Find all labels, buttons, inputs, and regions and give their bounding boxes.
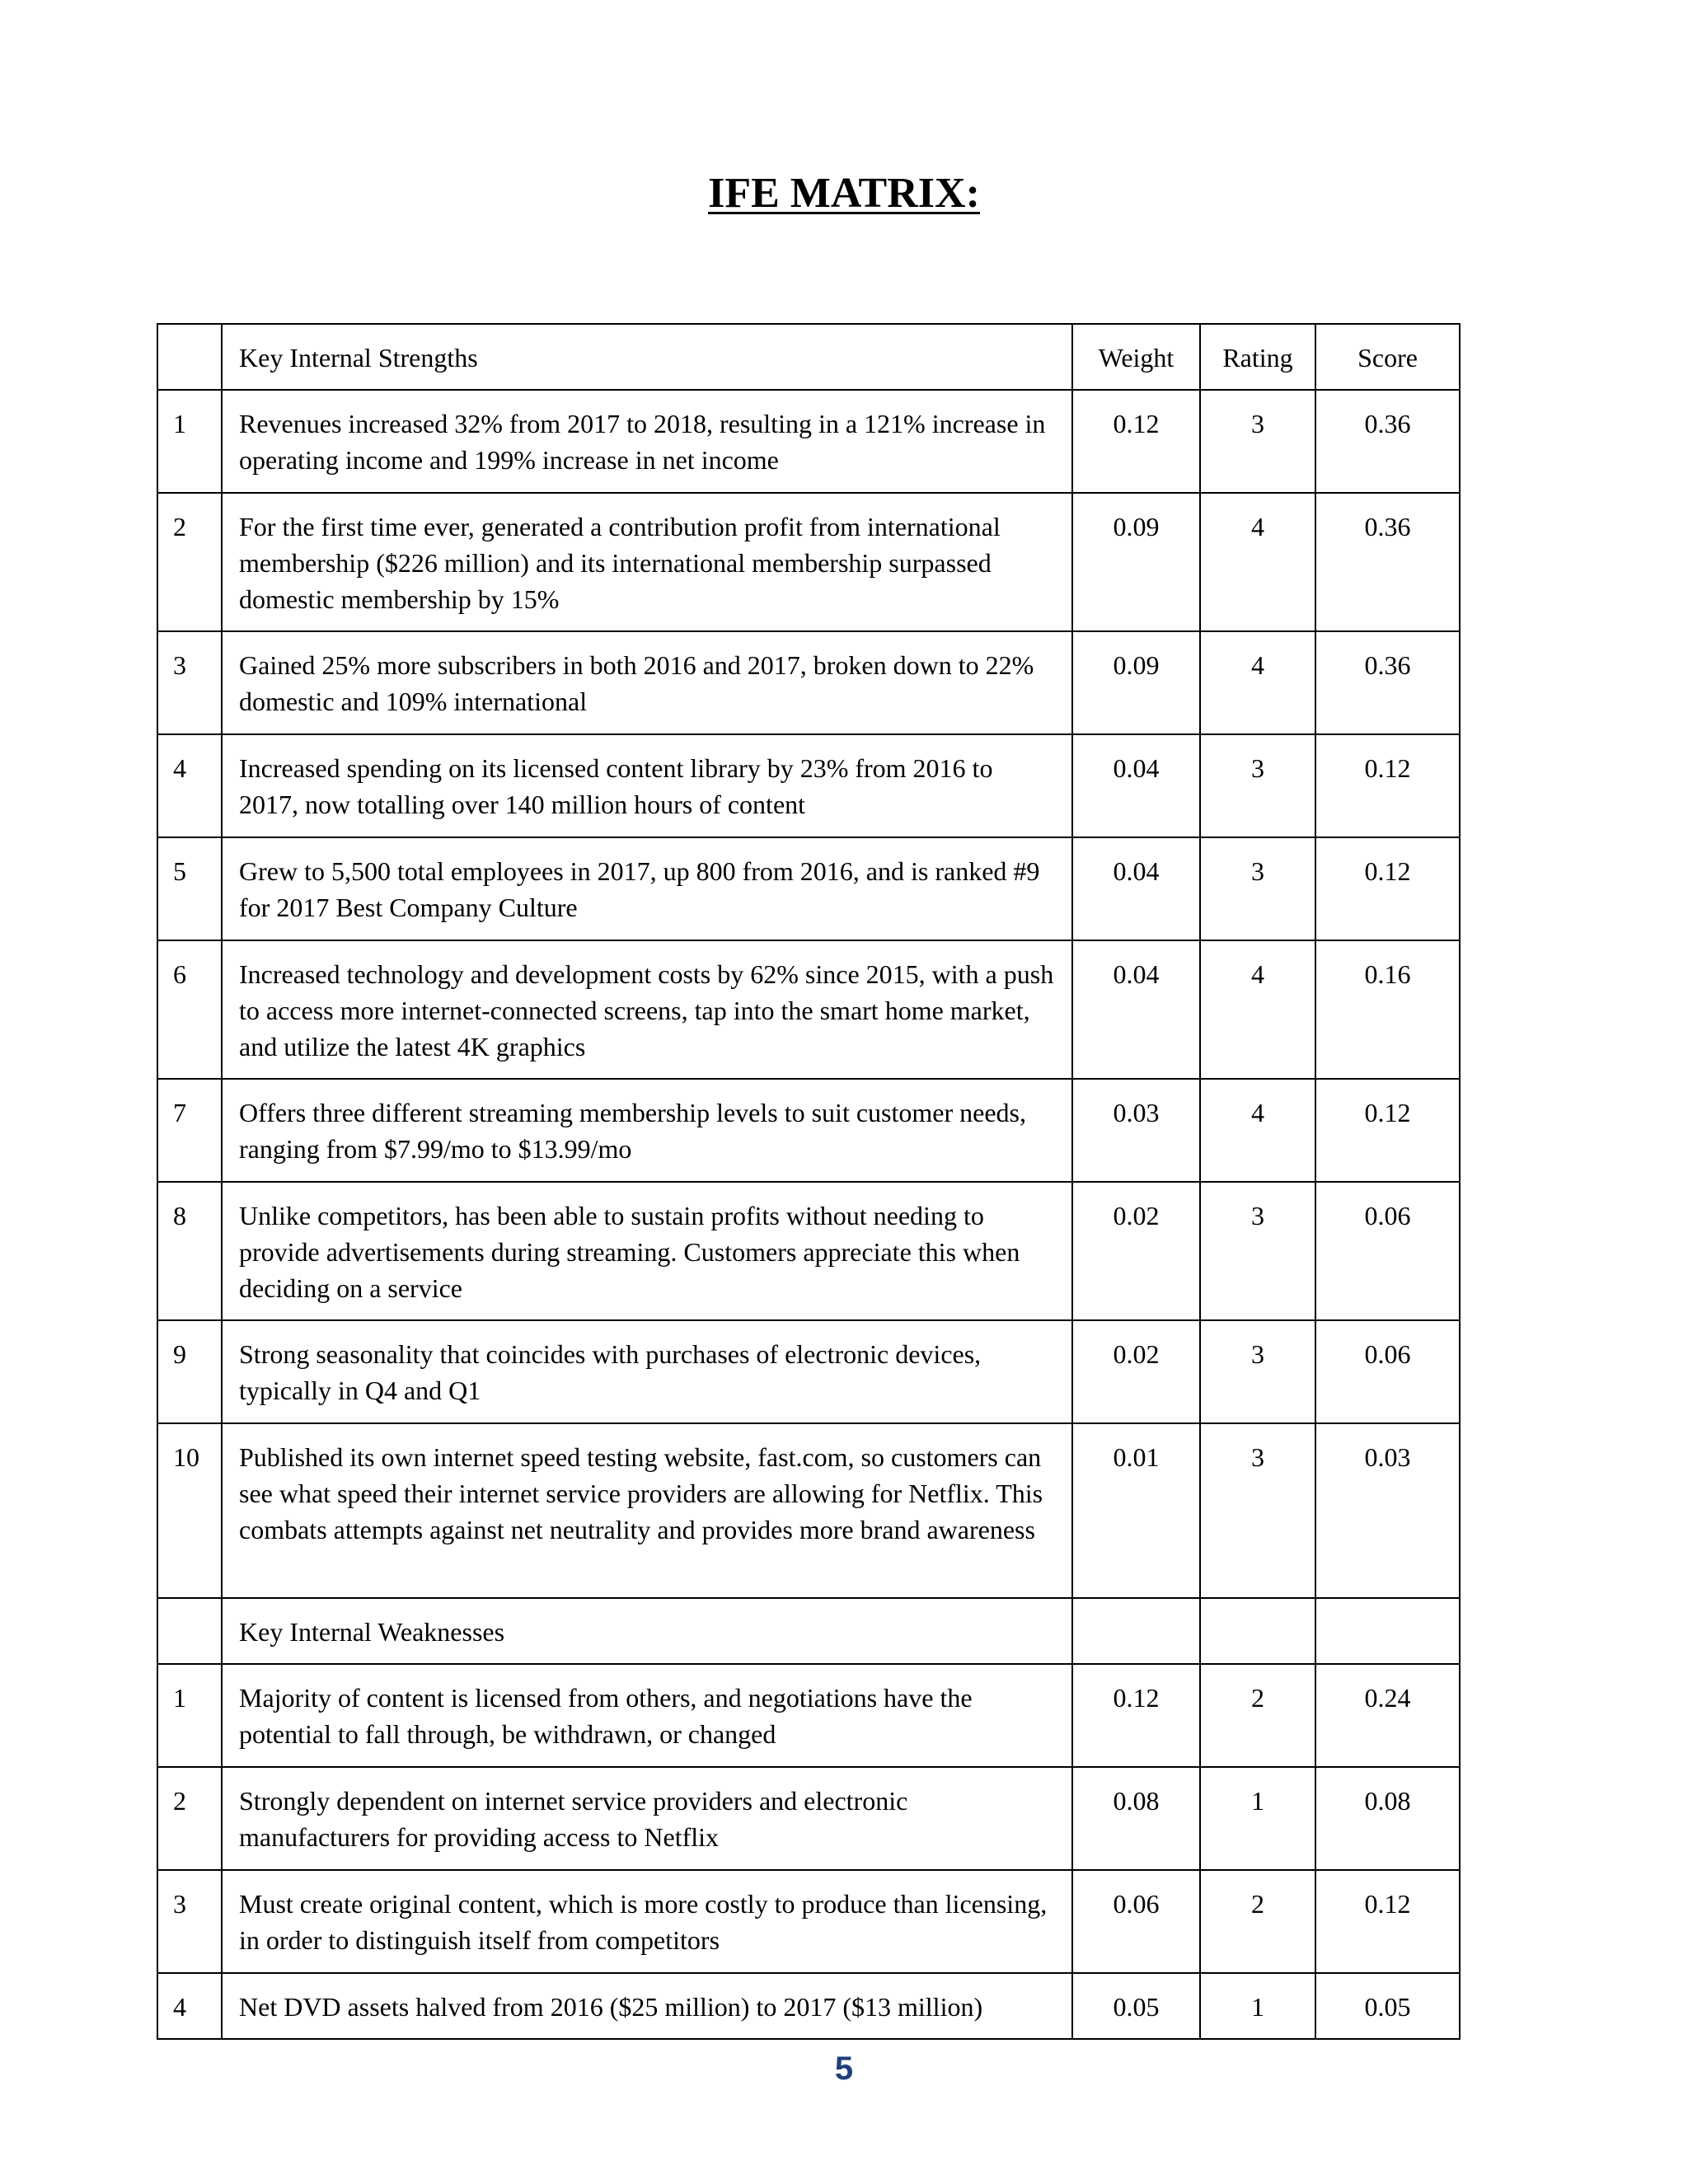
row-description: Published its own internet speed testing website, fast.com, so customers can see what speed their internet service providers are allowing for Netflix. This combats attempts against net neutrality and provides more brand awareness bbox=[222, 1423, 1072, 1598]
header-num-cell bbox=[157, 1598, 222, 1664]
row-description: For the first time ever, generated a contribution profit from international membership ($226 million) and its international membership surpassed domestic membership by 15% bbox=[222, 493, 1072, 631]
table-row bbox=[157, 1973, 1460, 2039]
row-number: 7 bbox=[157, 1079, 222, 1182]
header-key-internal-strengths: Key Internal Strengths bbox=[222, 324, 1072, 390]
row-description: Increased spending on its licensed content library by 23% from 2016 to 2017, now totalling over 140 million hours of content bbox=[222, 734, 1072, 837]
row-number: 2 bbox=[157, 493, 222, 631]
row-score: 0.05 bbox=[1315, 1973, 1460, 2039]
row-weight: 0.06 bbox=[1072, 1870, 1200, 1973]
table-row bbox=[157, 1079, 1460, 1182]
row-score: 0.12 bbox=[1315, 1870, 1460, 1973]
row-weight: 0.08 bbox=[1072, 1767, 1200, 1870]
weaknesses-header-row bbox=[157, 1598, 1460, 1664]
row-number: 3 bbox=[157, 1870, 222, 1973]
row-score: 0.12 bbox=[1315, 837, 1460, 940]
table-row bbox=[157, 1664, 1460, 1767]
row-description: Revenues increased 32% from 2017 to 2018, resulting in a 121% increase in operating income and 199% increase in net income bbox=[222, 390, 1072, 493]
row-score: 0.03 bbox=[1315, 1423, 1460, 1598]
table-row bbox=[157, 493, 1460, 631]
row-score: 0.36 bbox=[1315, 631, 1460, 734]
table-row bbox=[157, 940, 1460, 1079]
row-number: 10 bbox=[157, 1423, 222, 1598]
table-row bbox=[157, 837, 1460, 940]
row-weight: 0.09 bbox=[1072, 493, 1200, 631]
row-rating: 1 bbox=[1200, 1973, 1315, 2039]
empty-cell bbox=[1315, 1598, 1460, 1664]
row-rating: 3 bbox=[1200, 734, 1315, 837]
empty-cell bbox=[1200, 1598, 1315, 1664]
header-score: Score bbox=[1315, 324, 1460, 390]
row-description: Must create original content, which is more costly to produce than licensing, in order to distinguish itself from competitors bbox=[222, 1870, 1072, 1973]
page-title: IFE MATRIX: bbox=[708, 170, 980, 217]
row-description: Unlike competitors, has been able to sustain profits without needing to provide advertisements during streaming. Customers appreciate this when deciding on a service bbox=[222, 1182, 1072, 1320]
page-number: 5 bbox=[834, 2050, 854, 2087]
header-key-internal-weaknesses: Key Internal Weaknesses bbox=[222, 1598, 1072, 1664]
row-rating: 4 bbox=[1200, 631, 1315, 734]
empty-cell bbox=[1072, 1598, 1200, 1664]
row-rating: 3 bbox=[1200, 1320, 1315, 1423]
row-score: 0.36 bbox=[1315, 493, 1460, 631]
row-score: 0.12 bbox=[1315, 1079, 1460, 1182]
table-row bbox=[157, 734, 1460, 837]
row-description: Increased technology and development costs by 62% since 2015, with a push to access more internet-connected screens, tap into the smart home market, and utilize the latest 4K graphics bbox=[222, 940, 1072, 1079]
row-rating: 4 bbox=[1200, 1079, 1315, 1182]
row-number: 6 bbox=[157, 940, 222, 1079]
row-weight: 0.03 bbox=[1072, 1079, 1200, 1182]
row-number: 8 bbox=[157, 1182, 222, 1320]
row-score: 0.06 bbox=[1315, 1182, 1460, 1320]
table-row bbox=[157, 1767, 1460, 1870]
table-header-row bbox=[157, 324, 1460, 390]
table-row bbox=[157, 1423, 1460, 1598]
row-description: Offers three different streaming membership levels to suit customer needs, ranging from $7.99/mo to $13.99/mo bbox=[222, 1079, 1072, 1182]
row-description: Strong seasonality that coincides with purchases of electronic devices, typically in Q4 and Q1 bbox=[222, 1320, 1072, 1423]
row-score: 0.16 bbox=[1315, 940, 1460, 1079]
table-row bbox=[157, 1870, 1460, 1973]
table-row bbox=[157, 631, 1460, 734]
row-description: Net DVD assets halved from 2016 ($25 million) to 2017 ($13 million) bbox=[222, 1973, 1072, 2039]
row-rating: 2 bbox=[1200, 1664, 1315, 1767]
row-description: Strongly dependent on internet service providers and electronic manufacturers for providing access to Netflix bbox=[222, 1767, 1072, 1870]
row-weight: 0.01 bbox=[1072, 1423, 1200, 1598]
row-rating: 3 bbox=[1200, 837, 1315, 940]
row-description: Grew to 5,500 total employees in 2017, up 800 from 2016, and is ranked #9 for 2017 Best Company Culture bbox=[222, 837, 1072, 940]
row-weight: 0.12 bbox=[1072, 390, 1200, 493]
row-rating: 1 bbox=[1200, 1767, 1315, 1870]
row-rating: 3 bbox=[1200, 1182, 1315, 1320]
row-rating: 2 bbox=[1200, 1870, 1315, 1973]
row-weight: 0.02 bbox=[1072, 1320, 1200, 1423]
row-rating: 4 bbox=[1200, 940, 1315, 1079]
table-row bbox=[157, 1182, 1460, 1320]
row-score: 0.08 bbox=[1315, 1767, 1460, 1870]
row-number: 4 bbox=[157, 734, 222, 837]
table-row bbox=[157, 390, 1460, 493]
row-score: 0.36 bbox=[1315, 390, 1460, 493]
row-weight: 0.12 bbox=[1072, 1664, 1200, 1767]
row-number: 2 bbox=[157, 1767, 222, 1870]
row-description: Majority of content is licensed from others, and negotiations have the potential to fall through, be withdrawn, or changed bbox=[222, 1664, 1072, 1767]
row-number: 1 bbox=[157, 1664, 222, 1767]
row-rating: 4 bbox=[1200, 493, 1315, 631]
row-rating: 3 bbox=[1200, 390, 1315, 493]
ife-matrix-table bbox=[157, 323, 1461, 2040]
row-number: 4 bbox=[157, 1973, 222, 2039]
row-weight: 0.04 bbox=[1072, 837, 1200, 940]
row-weight: 0.02 bbox=[1072, 1182, 1200, 1320]
row-description: Gained 25% more subscribers in both 2016 and 2017, broken down to 22% domestic and 109% international bbox=[222, 631, 1072, 734]
row-number: 1 bbox=[157, 390, 222, 493]
header-rating: Rating bbox=[1200, 324, 1315, 390]
row-number: 3 bbox=[157, 631, 222, 734]
header-num-cell bbox=[157, 324, 222, 390]
row-weight: 0.04 bbox=[1072, 940, 1200, 1079]
row-number: 5 bbox=[157, 837, 222, 940]
table-row bbox=[157, 1320, 1460, 1423]
row-weight: 0.05 bbox=[1072, 1973, 1200, 2039]
row-rating: 3 bbox=[1200, 1423, 1315, 1598]
row-score: 0.24 bbox=[1315, 1664, 1460, 1767]
row-number: 9 bbox=[157, 1320, 222, 1423]
row-weight: 0.09 bbox=[1072, 631, 1200, 734]
header-weight: Weight bbox=[1072, 324, 1200, 390]
row-score: 0.12 bbox=[1315, 734, 1460, 837]
row-score: 0.06 bbox=[1315, 1320, 1460, 1423]
row-weight: 0.04 bbox=[1072, 734, 1200, 837]
